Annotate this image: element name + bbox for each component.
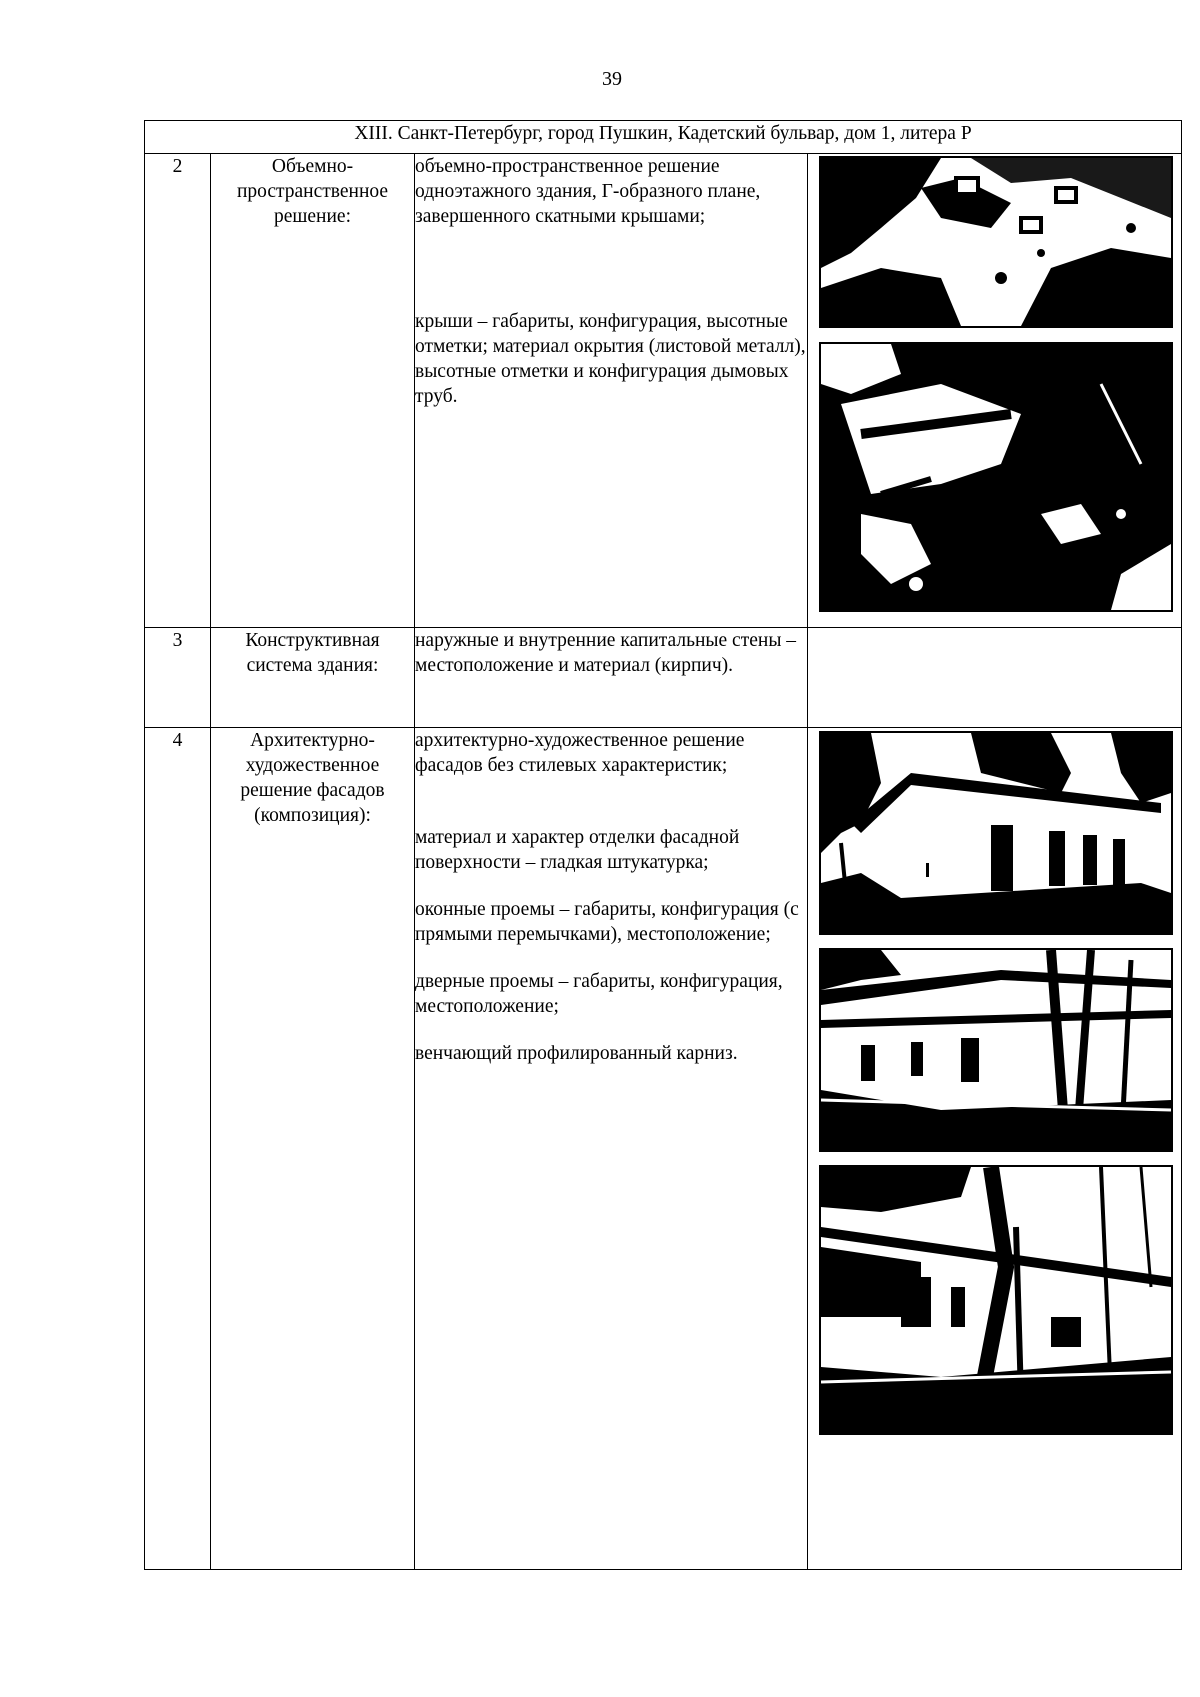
description-item: дверные проемы – габариты, конфигурация, местоположение; <box>415 971 783 1017</box>
row-number: 4 <box>145 728 211 1570</box>
description-item: крыши – габариты, конфигурация, высотные отметки; материал окрытия (листовой металл), высотные отметки и конфигурация дымовых труб. <box>415 311 806 407</box>
photo-facade-side <box>819 948 1173 1152</box>
protected-features-table <box>144 120 1182 1570</box>
row-description <box>415 154 808 628</box>
table-header-row <box>145 121 1182 154</box>
table-row <box>145 628 1182 728</box>
row-criterion: Объемно-пространственное решение: <box>211 154 415 628</box>
row-number: 3 <box>145 628 211 728</box>
row-photos <box>808 154 1182 628</box>
description-item: наружные и внутренние капитальные стены – местоположение и материал (кирпич). <box>415 630 797 676</box>
table-row <box>145 154 1182 628</box>
photo-facade-corner <box>819 1165 1173 1435</box>
description-item: материал и характер отделки фасадной поверхности – гладкая штукатурка; <box>415 827 740 873</box>
row-number: 2 <box>145 154 211 628</box>
row-description <box>415 628 808 728</box>
row-description <box>415 728 808 1570</box>
row-photos-empty <box>808 628 1182 728</box>
row-criterion: Конструктивная система здания: <box>211 628 415 728</box>
description-item: оконные проемы – габариты, конфигурация (с прямыми перемычками), местоположение; <box>415 899 799 945</box>
table-row <box>145 728 1182 1570</box>
photo-facade-front <box>819 731 1173 935</box>
photo-roof-closeup <box>819 342 1173 612</box>
row-criterion: Архитектурно-художественное решение фасадов (композиция): <box>211 728 415 1570</box>
page-number: 39 <box>602 68 622 90</box>
description-item: объемно-пространственное решение одноэтажного здания, Г-образного плане, завершенного скатными крышами; <box>415 156 761 227</box>
photo-aerial-roof <box>819 156 1173 328</box>
row-photos <box>808 728 1182 1570</box>
table-header: XIII. Санкт-Петербург, город Пушкин, Кадетский бульвар, дом 1, литера Р <box>145 121 1182 154</box>
description-item: венчающий профилированный карниз. <box>415 1043 738 1064</box>
description-item: архитектурно-художественное решение фасадов без стилевых характеристик; <box>415 730 745 776</box>
